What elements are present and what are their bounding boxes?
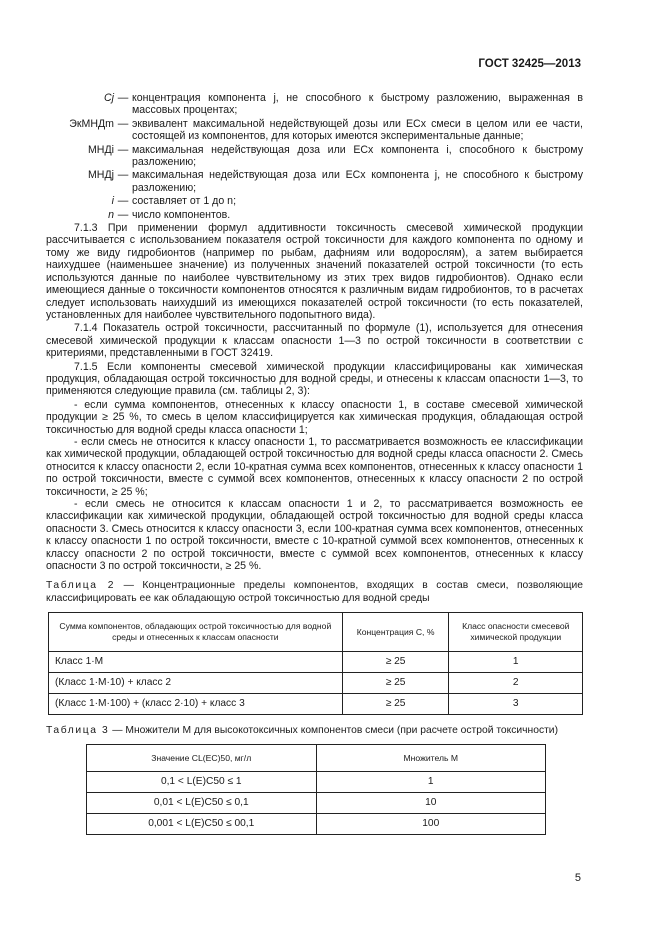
table-cell: 10 xyxy=(316,793,546,814)
table-2 xyxy=(48,612,583,715)
column-header: Значение CL(EC)50, мг/л xyxy=(87,745,317,772)
definition-symbol: n xyxy=(108,208,114,221)
document-id: ГОСТ 32425—2013 xyxy=(478,58,581,70)
table-3-label: Таблица 3 xyxy=(46,724,110,736)
table-row xyxy=(87,814,546,835)
page-content xyxy=(46,92,583,835)
table-row xyxy=(49,693,583,714)
table-3 xyxy=(86,744,546,835)
table-cell: 100 xyxy=(316,814,546,835)
table-header-row xyxy=(87,745,546,772)
rule-item: - если смесь не относится к классу опасности 1, то рассматривается возможность ее классификации как химической продукции, обладающей острой токсичностью для водной среды класса опасности 2. Смесь относится к классу опасности 2, если 10-кратная сумма всех компонентов, отнесенных к классу опасности 1 по острой токсичности, вместе с суммой всех компонентов, отнесенных к классу опасности 2 по острой токсичности, ≥ 25 %; xyxy=(46,435,583,498)
table-cell: 1 xyxy=(316,772,546,793)
table-2-caption-text: — Концентрационные пределы компонентов, входящих в состав смеси, позволяющие классифицировать ее как обладающую острой токсичностью для водной среды xyxy=(46,580,583,604)
rule-item: - если смесь не относится к классам опасности 1 и 2, то рассматривается возможность ее классификации как химической продукции, обладающей острой токсичностью для водной среды класса опасности 3. Смесь относится к классу опасности 3, если 100-кратная сумма всех компонентов, отнесенных к классу опасности 1 по острой токсичности, вместе с 10-кратной суммой всех компонентов, отнесенных к классу опасности 2 по острой токсичности, вместе с суммой всех компонентов, отнесенных к классу опасности 3 по острой токсичности, ≥ 25 %. xyxy=(46,498,583,573)
column-header: Класс опасности смесевой химической продукции xyxy=(449,612,583,651)
table-cell: ≥ 25 xyxy=(342,651,449,672)
column-header: Множитель М xyxy=(316,745,546,772)
table-row xyxy=(87,772,546,793)
definition-symbol: МНДj xyxy=(87,169,114,182)
table-3-caption xyxy=(46,725,583,737)
table-header-row xyxy=(49,612,583,651)
table-cell: 3 xyxy=(449,693,583,714)
table-2-label: Таблица 2 xyxy=(46,580,116,592)
paragraph-7-1-3: 7.1.3 При применении формул аддитивности токсичность смесевой химической продукции рассчитывается с использованием показателя острой токсичности для каждого компонента по одному и тому же виду гидробионтов (например по рыбам, дафниям или водорослям), а затем выбирается наихудшее (наименьшее значение) из полученных значений показателей острой токсичности (то есть используются данные по наиболее чувствительному из этих трех видов гидробионтов). Однако если имеющиеся данные о токсичности компонентов относятся к различным видам гидробионтов, то в расчетах следует использовать наихудший из имеющихся показателей острой токсичности (то есть показателей, установленных для наиболее чувствительного подопытного вида). xyxy=(46,222,583,321)
column-header: Концентрация C, % xyxy=(342,612,449,651)
table-2-caption xyxy=(46,580,583,604)
definition-item: МНДj — максимальная недействующая доза или ECx компонента j, не способного к быстрому разложению; xyxy=(46,169,583,194)
table-cell: (Класс 1·M·10) + класс 2 xyxy=(49,672,343,693)
definition-item: МНДi — максимальная недействующая доза или ECx компонента i, способного к быстрому разложению; xyxy=(46,144,583,169)
definition-symbol: Cj xyxy=(103,92,114,104)
definition-text: составляет от 1 до n; xyxy=(132,195,237,208)
table-row xyxy=(49,651,583,672)
page-number: 5 xyxy=(574,872,581,884)
table-cell: 2 xyxy=(449,672,583,693)
definition-symbol: МНДi xyxy=(87,143,114,156)
table-cell: 0,1 < L(E)C50 ≤ 1 xyxy=(87,772,317,793)
rule-item: - если сумма компонентов, отнесенных к классу опасности 1, в составе смесевой химической продукции ≥ 25 %, то смесь в целом классифицируется как химическая продукция, обладающая острой токсичностью для водной среды класса опасности 1; xyxy=(46,398,583,436)
table-cell: 0,01 < L(E)C50 ≤ 0,1 xyxy=(87,793,317,814)
table-row xyxy=(87,793,546,814)
table-cell: ≥ 25 xyxy=(342,693,449,714)
definition-text: число компонентов. xyxy=(132,208,231,221)
table-cell: Класс 1·M xyxy=(49,651,343,672)
definition-item: ЭкМНДm — эквивалент максимальной недействующей дозы или ECx смеси в целом или ее части, состоящей из компонентов, для которых имеются экспериментальные данные; xyxy=(46,118,583,143)
definition-symbol: i xyxy=(111,195,114,208)
definition-text: максимальная недействующая доза или ECx компонента j, не способного к быстрому разложению; xyxy=(132,169,583,194)
definition-text: эквивалент максимальной недействующей дозы или ECx смеси в целом или ее части, состоящей из компонентов, для которых имеются экспериментальные данные; xyxy=(132,117,583,143)
column-header: Сумма компонентов, обладающих острой токсичностью для водной среды и отнесенных к классам опасности xyxy=(49,612,343,651)
definition-text: максимальная недействующая доза или ECx компонента i, способного к быстрому разложению; xyxy=(132,143,583,169)
definition-item: i — составляет от 1 до n; xyxy=(46,195,583,207)
definition-symbol: ЭкМНДm xyxy=(69,117,114,130)
table-3-caption-text: — Множители М для высокотоксичных компонентов смеси (при расчете острой токсичности) xyxy=(109,724,558,736)
definition-text: концентрация компонента j, не способного к быстрому разложению, выраженная в массовых процентах; xyxy=(132,92,583,117)
definition-item: Cj — концентрация компонента j, не способного к быстрому разложению, выраженная в массовых процентах; xyxy=(46,92,583,117)
paragraph-7-1-5: 7.1.5 Если компоненты смесевой химической продукции классифицированы как химическая продукция, обладающая острой токсичностью для водной среды, и отнесены к классам опасности 1—3, то применяются следующие правила (см. таблицы 2, 3): xyxy=(46,360,583,398)
table-cell: 0,001 < L(E)C50 ≤ 00,1 xyxy=(87,814,317,835)
table-row xyxy=(49,672,583,693)
paragraph-7-1-4: 7.1.4 Показатель острой токсичности, рассчитанный по формуле (1), используется для отнесения смесевой химической продукции к классам опасности 1—3 по острой токсичности в соответствии с критериями, представленными в ГОСТ 32419. xyxy=(46,322,583,360)
definition-item: n — число компонентов. xyxy=(46,209,583,221)
table-cell: ≥ 25 xyxy=(342,672,449,693)
table-cell: 1 xyxy=(449,651,583,672)
table-cell: (Класс 1·M·100) + (класс 2·10) + класс 3 xyxy=(49,693,343,714)
